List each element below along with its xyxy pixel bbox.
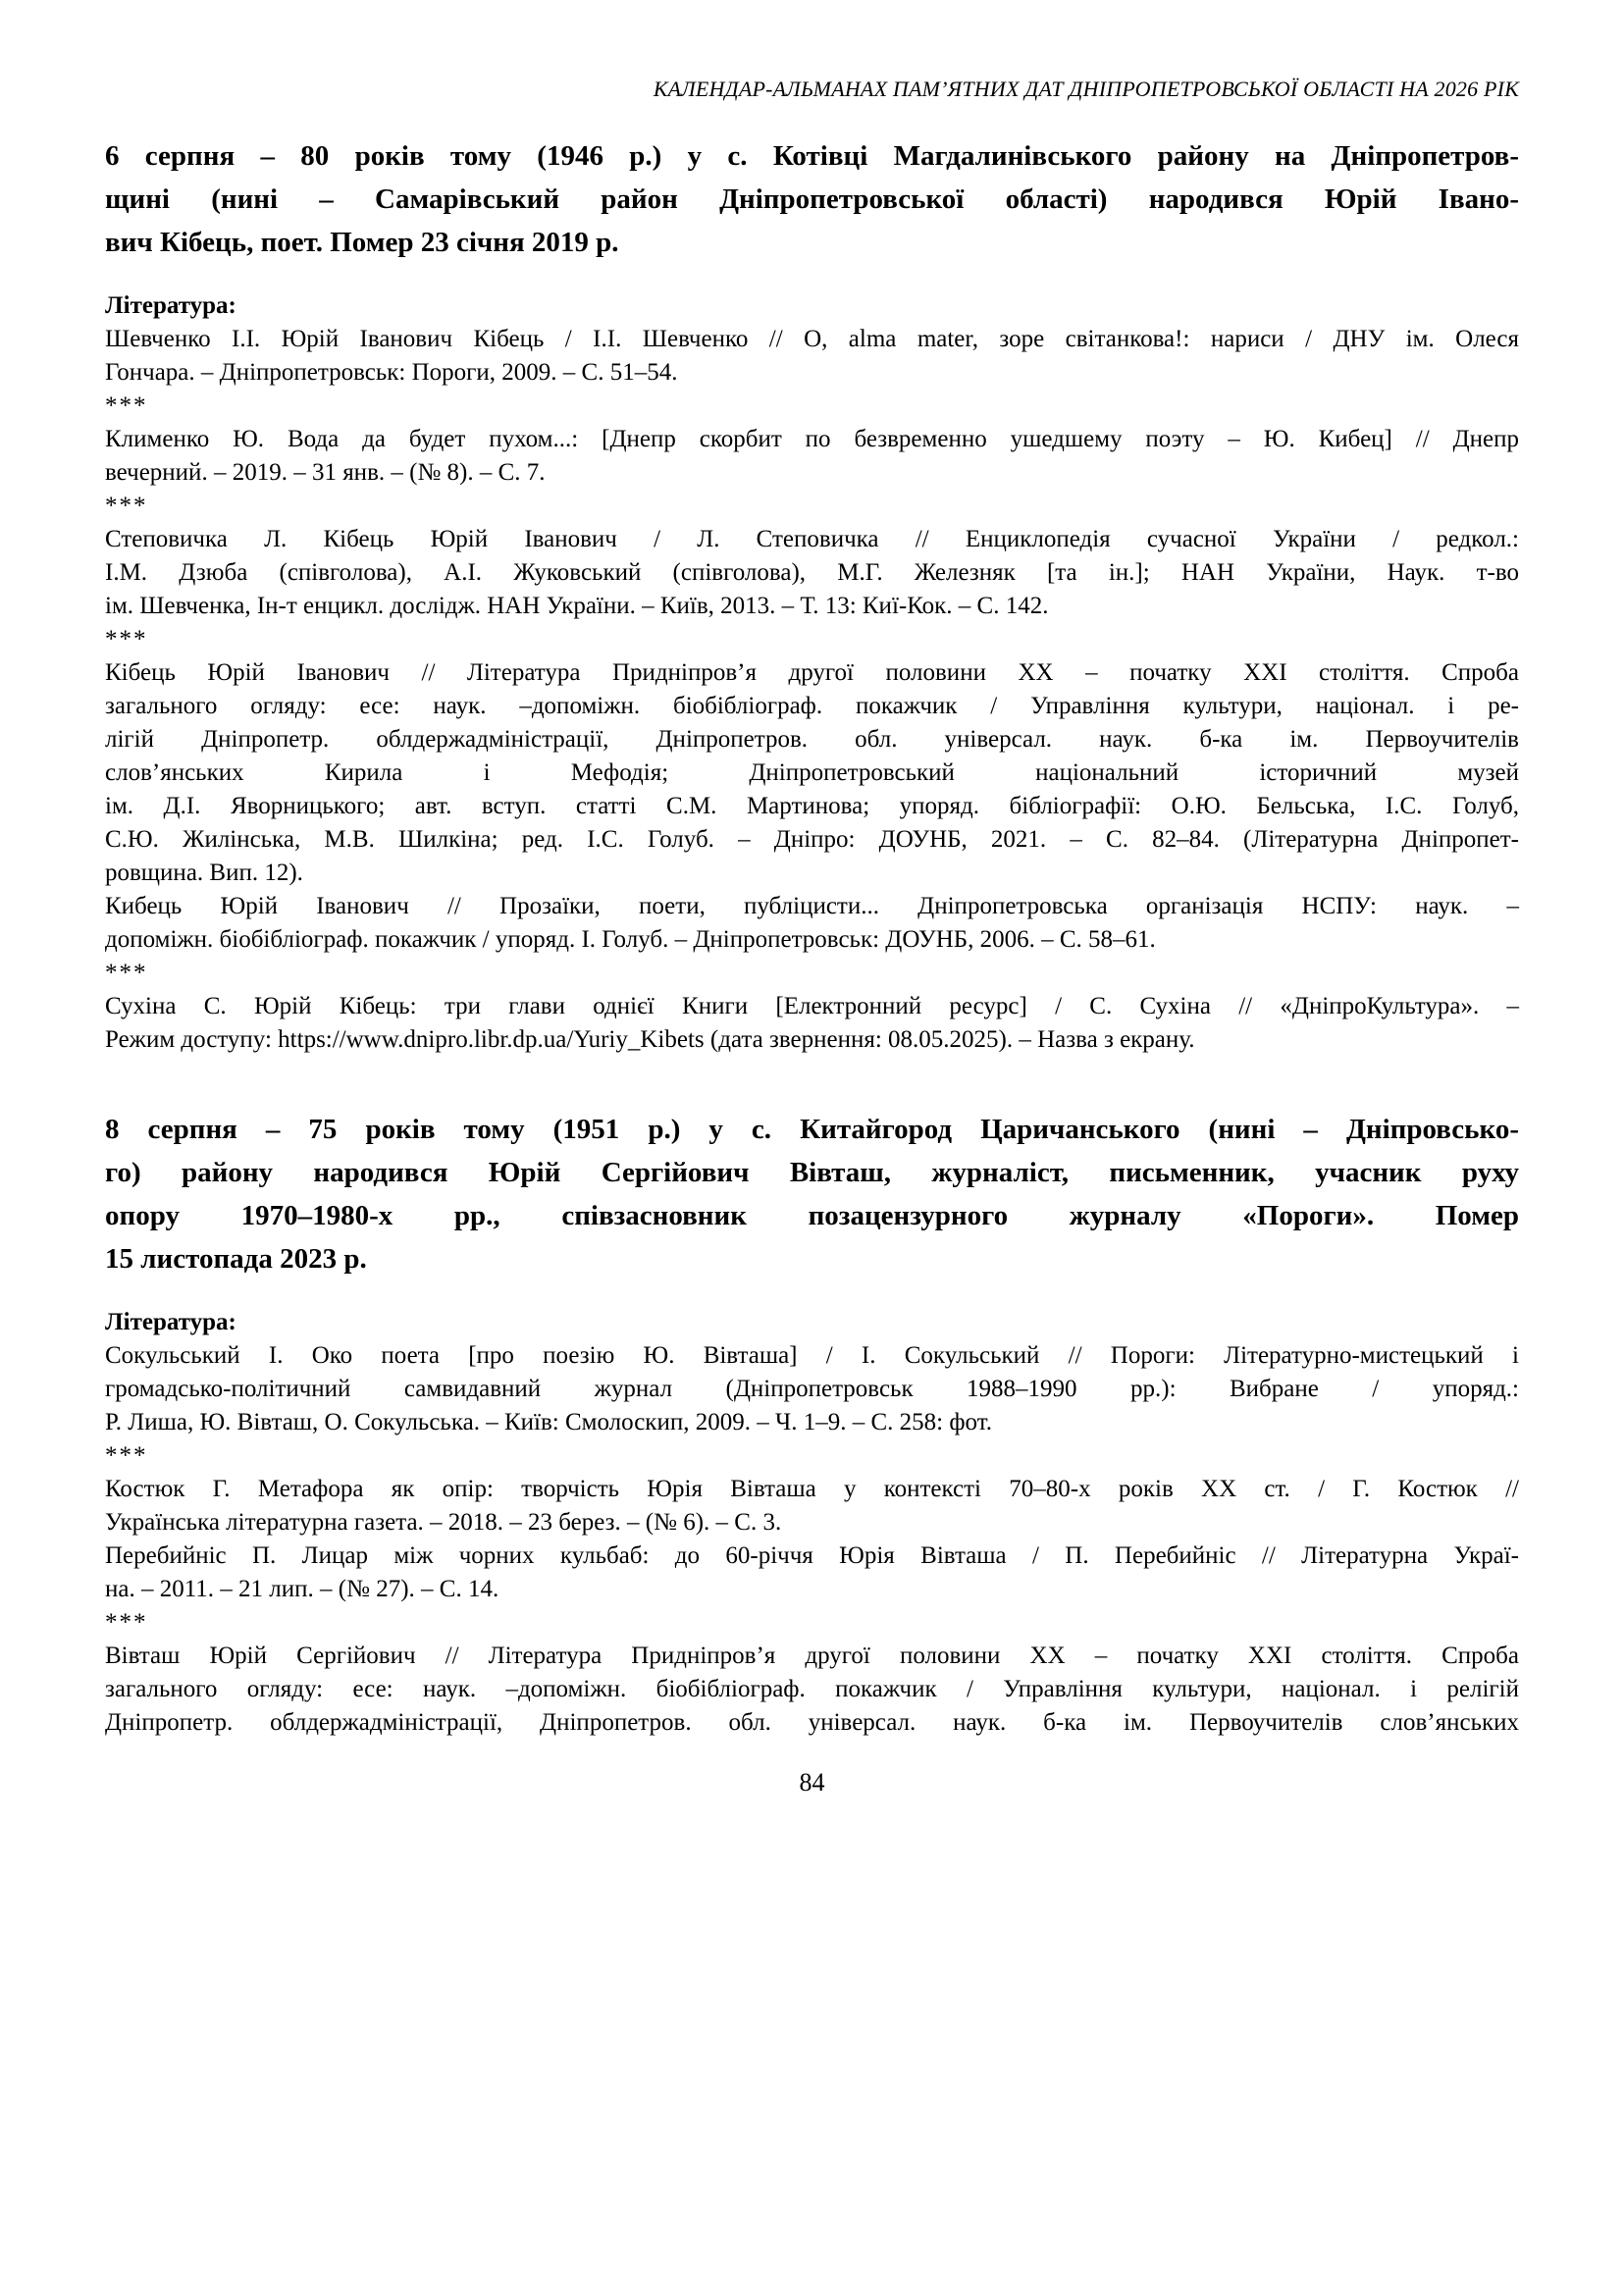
citation-shevchenko bbox=[105, 323, 1519, 390]
citation-kybets-2006 bbox=[105, 890, 1519, 957]
text-line: 6 серпня – 80 років тому (1946 р.) у с. Котівці Магдалинівського району на Дніпропетров- bbox=[105, 140, 1519, 172]
text-line: на. – 2011. – 21 лип. – (№ 27). – С. 14. bbox=[105, 1576, 499, 1602]
text-line: Степовичка Л. Кібець Юрій Іванович / Л. Степовичка // Енциклопедія сучасної України / редкол.: bbox=[105, 526, 1519, 552]
separator-stars: *** bbox=[105, 1609, 148, 1636]
text-line: 8 серпня – 75 років тому (1951 р.) у с. Китайгород Царичанського (нині – Дніпровсько- bbox=[105, 1114, 1519, 1145]
text-line: допоміжн. біобібліограф. покажчик / упоряд. І. Голуб. – Дніпропетровськ: ДОУНБ, 2006. – С. 58–61. bbox=[105, 926, 1156, 953]
page-content bbox=[105, 134, 1519, 1740]
text-line: Вівташ Юрій Сергійович // Література Придніпров’я другої половини ХХ – початку ХХІ століття. Спроба bbox=[105, 1643, 1519, 1669]
separator-stars: *** bbox=[105, 493, 148, 519]
literature-label: Література: bbox=[105, 1309, 236, 1335]
text-line: Сухіна С. Юрій Кібець: три глави однієї Книги [Електронний ресурс] / С. Сухіна // «ДніпроКультура». – bbox=[105, 993, 1519, 1019]
text-line: Клименко Ю. Вода да будет пухом...: [Днепр скорбит по безвременно ушедшему поэту – Ю. Кибец] // Днепр bbox=[105, 426, 1519, 452]
citation-stepovychka bbox=[105, 523, 1519, 623]
entry-heading-vivtash bbox=[105, 1108, 1519, 1280]
literature-label: Література: bbox=[105, 292, 236, 319]
separator-stars: *** bbox=[105, 960, 148, 986]
text-line: Українська літературна газета. – 2018. – 23 берез. – (№ 6). – С. 3. bbox=[105, 1509, 782, 1536]
text-line: Режим доступу: https://www.dnipro.libr.dp.ua/Yuriy_Kibets (дата звернення: 08.05.2025). – Назва з екрану. bbox=[105, 1026, 1195, 1053]
text-line: Кібець Юрій Іванович // Література Придніпров’я другої половини ХХ – початку ХХІ століття. Спроба bbox=[105, 659, 1519, 686]
page-number: 84 bbox=[799, 1768, 825, 1797]
citation-kostiuk bbox=[105, 1473, 1519, 1539]
separator-stars: *** bbox=[105, 626, 148, 652]
text-line: Гончара. – Дніпропетровськ: Пороги, 2009. – С. 51–54. bbox=[105, 359, 678, 386]
text-line: Дніпропетр. облдержадміністрації, Дніпропетров. обл. універсал. наук. б-ка ім. Первоучителів слов’янських bbox=[105, 1709, 1519, 1736]
citation-klymenko bbox=[105, 423, 1519, 490]
separator-stars: *** bbox=[105, 1442, 148, 1469]
text-line: вечерний. – 2019. – 31 янв. – (№ 8). – С. 7. bbox=[105, 459, 546, 486]
text-line: Костюк Г. Метафора як опір: творчість Юрія Вівташа у контексті 70–80-х років ХХ ст. / Г. Костюк // bbox=[105, 1476, 1519, 1502]
text-line: щині (нині – Самарівський район Дніпропетровської області) народився Юрій Івано- bbox=[105, 183, 1519, 215]
text-line: Р. Лиша, Ю. Вівташ, О. Сокульська. – Київ: Смолоскип, 2009. – Ч. 1–9. – С. 258: фот. bbox=[105, 1409, 992, 1435]
text-line: ровщина. Вип. 12). bbox=[105, 860, 303, 886]
text-line: С.Ю. Жилінська, М.В. Шилкіна; ред. І.С. Голуб. – Дніпро: ДОУНБ, 2021. – С. 82–84. (Літературна Дніпропет- bbox=[105, 826, 1519, 853]
text-line: ім. Шевченка, Ін-т енцикл. дослідж. НАН України. – Київ, 2013. – Т. 13: Киї-Кок. – С. 142. bbox=[105, 593, 1049, 619]
text-line: загального огляду: есе: наук. –допоміжн. біобібліограф. покажчик / Управління культури, націонал. і релігій bbox=[105, 1676, 1519, 1702]
citation-sokulskyi bbox=[105, 1339, 1519, 1439]
text-line: Сокульський І. Око поета [про поезію Ю. Вівташа] / І. Сокульський // Пороги: Літературно-мистецький і bbox=[105, 1342, 1519, 1369]
separator-stars: *** bbox=[105, 392, 148, 419]
text-line: І.М. Дзюба (співголова), А.І. Жуковський (співголова), М.Г. Железняк [та ін.]; НАН України, Наук. т-во bbox=[105, 559, 1519, 586]
text-line: 15 листопада 2023 р. bbox=[105, 1243, 367, 1275]
text-line: вич Кібець, поет. Помер 23 січня 2019 р. bbox=[105, 227, 619, 258]
entry-heading-kibets bbox=[105, 134, 1519, 264]
citation-kibets-2021 bbox=[105, 656, 1519, 890]
text-line: загального огляду: есе: наук. –допоміжн. біобібліограф. покажчик / Управління культури, націонал. і ре- bbox=[105, 693, 1519, 719]
citation-perebyinis bbox=[105, 1539, 1519, 1606]
text-line: Кибець Юрій Іванович // Прозаїки, поети, публіцисти... Дніпропетровська організація НСПУ: наук. – bbox=[105, 893, 1519, 919]
citation-vivtash-2021 bbox=[105, 1640, 1519, 1740]
text-line: го) району народився Юрій Сергійович Вівташ, журналіст, письменник, учасник руху bbox=[105, 1157, 1519, 1188]
running-header: КАЛЕНДАР-АЛЬМАНАХ ПАМ’ЯТНИХ ДАТ ДНІПРОПЕТРОВСЬКОЇ ОБЛАСТІ НА 2026 РІК bbox=[653, 77, 1519, 101]
text-line: лігій Дніпропетр. облдержадміністрації, Дніпропетров. обл. універсал. наук. б-ка ім. Первоучителів bbox=[105, 726, 1519, 753]
text-line: Шевченко І.І. Юрій Іванович Кібець / І.І. Шевченко // О, alma mater, зоре світанкова!: нариси / ДНУ ім. Олеся bbox=[105, 326, 1519, 352]
citation-sukhina bbox=[105, 990, 1519, 1057]
text-line: громадсько-політичний самвидавний журнал (Дніпропетровськ 1988–1990 рр.): Вибране / упоряд.: bbox=[105, 1376, 1519, 1402]
text-line: Перебийніс П. Лицар між чорних кульбаб: до 60-річчя Юрія Вівташа / П. Перебийніс // Літературна Украї- bbox=[105, 1542, 1519, 1569]
text-line: опору 1970–1980-х рр., співзасновник позацензурного журналу «Пороги». Помер bbox=[105, 1200, 1519, 1231]
text-line: ім. Д.І. Яворницького; авт. вступ. статті С.М. Мартинова; упоряд. бібліографії: О.Ю. Бельська, І.С. Голуб, bbox=[105, 793, 1519, 819]
text-line: слов’янських Кирила і Мефодія; Дніпропетровський національний історичний музей bbox=[105, 759, 1519, 786]
